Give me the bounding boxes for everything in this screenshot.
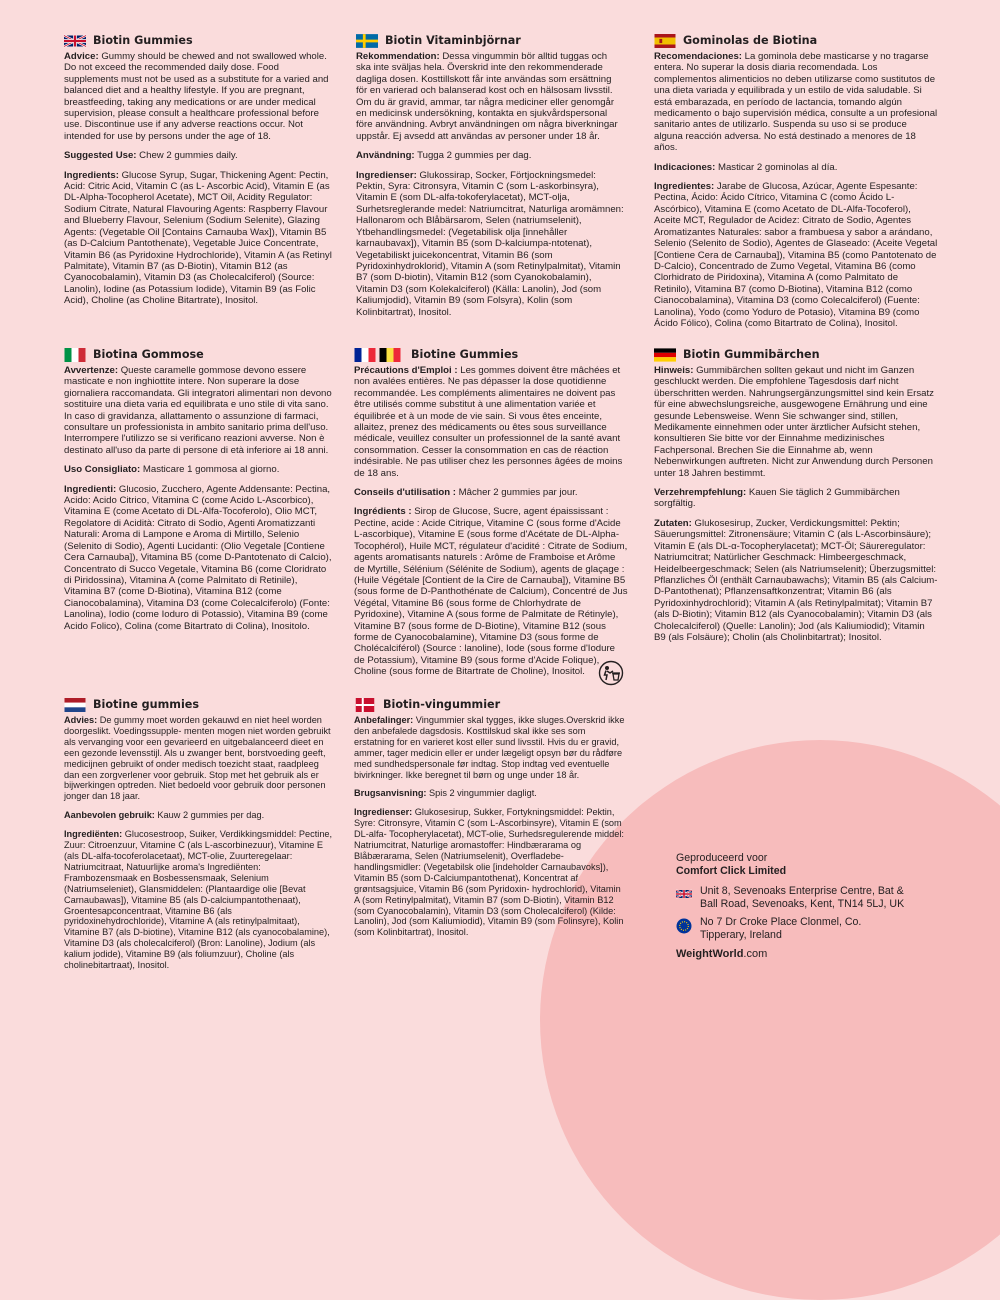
ingredients-text: Glucosio, Zucchero, Agente Addensante: Pectina, Acido: Acido Citrico, Vitamina C (come Acido L-Ascorbico), Vitamina E (come Acetato di DL-Alfa-Tocoferolo), Olio MCT, Regolatore di Acidità: Citrato di Sodio, Agenti Aromatizzanti Naturali: Aroma di Lampone e Aroma di Mirtillo, Selenio (Selenito di Sodio), Agenti Lucidanti: (Olio Vegetale [Contiene Cera Carnauba]), Vitamina B5 (come D-Pantotenato di Calcio), Concentrato di Succo Vegetale, Vitamina B6 (come Cloridrato di Piridossina), Vitamina A (come Palmitato di Retinile), Vitamina B7 (come D-Biotina), Vitamina B12 (come Cianocobalamina), Vitamina D3 (come Colecalciferolo) (Fonte: Lanolina), Iodio (come Ioduro di Potassio), Vitamina B9 (come Acido Folico), Colina (come Bitartrato di Colina), Inositolo.	[64, 483, 332, 632]
advice-label: Précautions d'Emploi :	[354, 365, 458, 376]
usage-label: Aanbevolen gebruik:	[64, 810, 155, 821]
panel-spanish	[654, 33, 938, 337]
advice-label: Rekommendation:	[356, 51, 440, 62]
panel-title: Gominolas de Biotina	[683, 34, 818, 48]
advice-text: La gominola debe masticarse y no tragarse entera. No superar la dosis diaria recomendada. Los complementos alimenticios no deben utilizarse como sustitutos de una dieta variada y equilibrada y un estilo de vida saludable. Si está embarazada, en período de lactancia, tomando algún medicamento o bajo supervisión médica, consulte a un profesional sanitario antes de utilizarlo. Suspenda su uso si se produce alguna reacción adversa. No está destinado a menores de 18 años.	[654, 51, 938, 154]
france-flag-icon	[354, 348, 376, 362]
usage-text: Chew 2 gummies daily.	[136, 150, 238, 162]
ingredients-text: Glukosesirup, Zucker, Verdickungsmittel: Pektin; Säuerungsmittel: Zitronensäure; Vitamin C (als L-Ascorbinsäure); Vitamin E (als DL-α-Tocopherylacetat); MCT-Öl; Säureregulator: Natriumcitrat; Natürlicher Geschmack: Himbeergeschmack, Heidelbeergeschmack; Selen (als Natriumselenit); Überzugsmittel: Pflanzliches Öl (enthält Carnaubawachs); Vitamin B5 (als Calcium-D-Pantothenat); Pflanzensaftkonzentrat; Vitamin B6 (als Pyridoxinhydrochlorid); Vitamin A (als Retinylpalmitat); Vitamin B7 (als D-Biotin); Vitamin B12 (als Cyanocobalamin); Vitamin D3 (als Cholecalciferol) (Quelle: Lanolin); Jod (als Kaliumiodid); Vitamin B9 (als Folsäure); Cholin (als Cholinbitartrat); Inositol.	[654, 517, 938, 643]
ingredients-label: Ingredienti:	[64, 483, 117, 495]
advice-text: Gummy should be chewed and not swallowed whole. Do not exceed the recommended daily dose. Food supplements must not be used as a substitute for a varied and balanced diet and a healthy lifestyle. If you are pregnant, breastfeeding, taking any medications or are under medical supervision, please consult a healthcare professional before use. Discontinue use if any adverse reactions occur. Not intended for use by persons under the age of 18.	[64, 51, 329, 142]
usage-text: Mâcher 2 gummies par jour.	[455, 487, 578, 499]
usage-text: Kauw 2 gummies per dag.	[154, 810, 265, 821]
usage-label: Verzehrempfehlung:	[654, 487, 747, 499]
usage-label: Conseils d'utilisation :	[354, 487, 456, 499]
belgium-flag-icon	[379, 348, 401, 362]
panel-danish	[354, 697, 626, 946]
company-name: Comfort Click Limited	[676, 864, 787, 877]
ingredients-text: Glukossirap, Socker, Förtjockningsmedel: Pektin, Syra: Citronsyra, Vitamin C (som L-askorbinsyra), Vitamin E (som DL-alfa-tokoferylacetat), MCT-olja, Surhetsreglerande medel: Natriumcitrat, Naturliga aromämnen: Hallonarom och Blåbärsarom, Selen (natriumselenit), Ytbehandlingsmedel: (Vegetabilisk olja [innehåller karnaubavax]), Vitamin B5 (som D-kalciumpa-ntotenat), Vegetabiliskt juicekoncentrat, Vitamin B6 (som Pyridoxinhydroklorid), Vitamin A (som Retinylpalmitat), Vitamin B7 (som D-biotin), Vitamin B12 (som Cyanokobalamin), Vitamin D3 (som Kolekalciferol) (Källa: Lanolin), Jod (som Kaliumjodid), Vitamin B9 (som Folsyra), Kolin (som Kolinbitartrat), Inositol.	[356, 169, 624, 318]
advice-text: Gummibärchen sollten gekaut und nicht im Ganzen geschluckt werden. Die empfohlene Tagesdosis darf nicht überschritten werden. Nahrungsergänzungsmittel sind kein Ersatz für eine abwechslungsreiche, ausgewogene Ernährung und eine gesunde Lebensweise. Wenn Sie schwanger sind, stillen, Medikamente einnehmen oder unter ärztlicher Aufsicht stehen, konsultieren Sie bitte vor der Einnahme medizinisches Fachpersonal. Brechen Sie die Einnahme ab, wenn Nebenwirkungen auftreten. Nicht zur Anwendung durch Personen unter 18 Jahren bestimmt.	[654, 365, 934, 479]
website-tld: .com	[743, 947, 768, 960]
ingredients-label: Ingredientes:	[654, 181, 715, 193]
ingredients-text: Jarabe de Glucosa, Azúcar, Agente Espesante: Pectina, Ácido: Ácido Cítrico, Vitamina C (como Ácido L-Ascórbico), Vitamina E (como Acetato de DL-Alfa-Tocoferol), Aceite MCT, Regulador de Acidez: Citrato de Sodio, Agentes Aromatizantes Naturales: sabor a frambuesa y sabor a arándano, Selenio (Selenito de Sodio), Agentes de Glaseado: (Aceite Vegetal [Contiene Cera de Carnauba]), Vitamina B5 (como Pantotenato de D-Calcio), Concentrado de Zumo Vegetal, Vitamina B6 (como Clorhidrato de Piridoxina), Vitamina A (como Palmitato de Retinilo), Vitamina B7 (como D-Biotina), Vitamina B12 (como Cianocobalamina), Vitamina D3 (como Colecalciferol) (Fuente: Lanolina), Yodo (como Yoduro de Potasio), Vitamina B9 (como Ácido Fólico), Colina (como Bitartrato de Colina), Inositol.	[654, 181, 938, 329]
panel-italian	[64, 347, 336, 640]
ingredients-label: Ingrediënten:	[64, 829, 123, 840]
produced-for-label: Geproduceerd voor	[676, 852, 768, 864]
usage-label: Användning:	[356, 150, 415, 162]
advice-text: Vingummier skal tygges, ikke sluges.Overskrid ikke den anbefalede dagsdosis. Kosttilskud skal ikke ses som erstatning for en varieret kost eller sund livsstil. Hvis du er gravid, ammer, tager medicin eller er under lægeligt opsyn bør du rådføre med sundhedspersonale før indtag. Stop indtag ved eventuelle bivirkninger. Ikke beregnet til børn og unge under 18 år.	[354, 715, 625, 780]
ingredients-label: Zutaten:	[654, 517, 692, 529]
website-brand: WeightWorld	[676, 947, 744, 960]
panel-title: Biotin-vingummier	[383, 697, 501, 711]
sweden-flag-icon	[356, 34, 378, 48]
usage-label: Brugsanvisning:	[354, 788, 427, 799]
usage-text: Kauen Sie täglich 2 Gummibärchen sorgfältig.	[654, 487, 900, 510]
panel-dutch	[64, 697, 336, 979]
advice-label: Hinweis:	[654, 365, 694, 376]
panel-english	[64, 33, 334, 315]
advice-label: Advies:	[64, 715, 98, 725]
advice-text: Dessa vingummin bör alltid tuggas och ska inte sväljas hela. Överskrid inte den rekommenderade dagliga dosen. Kosttillskott får inte användas som ersättning för en varierad och balanserad kost och en hälsosam livsstil. Om du är gravid, ammar, tar några mediciner eller genomgår en medicinsk undersökning, kontakta en sjukvårdspersonal före användning. Avbryt användningen om några biverkningar uppstår. Ej avsedd att användas av personer under 18 år.	[356, 51, 618, 142]
panel-title: Biotina Gommose	[93, 348, 204, 362]
usage-label: Indicaciones:	[654, 161, 716, 173]
italy-flag-icon	[64, 348, 86, 362]
usage-text: Tugga 2 gummies per dag.	[414, 150, 532, 162]
ingredients-text: Glukosesirup, Sukker, Fortykningsmiddel: Pektin, Syre: Citronsyre, Vitamin C (som L-Ascorbinsyre), Vitamin E (som DL-alfa- Tocopherylacetat), MCT-olie, Surhedsregulerende middel: Natriumcitrat, Naturlige aromastoffer: Hindbærarama og Blåbærarama, Selen (Natriumselenit), Overfladebe- handlingsmidler: (Vegetabilsk olie [indeholder Carnaubavoks]), Vitamin B5 (som D-Calciumpantothenat), Koncentrat af grøntsagsjuice, Vitamin B6 (som Pyridoxin- hydrochlorid), Vitamin A (som Retinylpalmitat), Vitamin B7 (som D-Biotin), Vitamin B12 (som Cyanocobalamin), Vitamin D3 (som Cholecalciferol) (Kilde: Lanolin), Jod (som Kaliumiodid), Vitamin B9 (som Folinsyre), Kolin (som Kolinbitartrat), Inositol.	[354, 807, 624, 938]
panel-title: Biotin Vitaminbjörnar	[385, 34, 521, 48]
uk-address: Unit 8, Sevenoaks Enterprise Centre, Bat & Ball Road, Sevenoaks, Kent, TN14 5LJ, UK	[700, 885, 905, 910]
eu-address: No 7 Dr Croke Place Clonmel, Co. Tipperary, Ireland	[700, 916, 862, 941]
ingredients-text: Glucose Syrup, Sugar, Thickening Agent: Pectin, Acid: Citric Acid, Vitamin C (as L- Ascorbic Acid), Vitamin E (as DL-Alpha-Tocopherol Acetate), MCT Oil, Acidity Regulator: Sodium Citrate, Natural Flavouring Agents: Raspberry Flavour and Blueberry Flavour, Selenium (Sodium Selenite), Glazing Agents: (Vegetable Oil [Contains Carnauba Wax]), Vitamin B5 (as D-Calcium Pantothenate), Vegetable Juice Concentrate, Vitamin B6 (as Pyridoxine Hydrochloride), Vitamin A (as Retinyl Palmitate), Vitamin B7 (as D-Biotin), Vitamin B12 (as Cyanocobalamin), Vitamin D3 (as Cholecalciferol) (Source: Lanolin), Iodine (as Potassium Iodide), Vitamin B9 (as Folic Acid), Choline (as Choline Bitartrate), Inositol.	[64, 169, 332, 307]
panel-german	[654, 347, 938, 651]
ingredients-label: Ingrédients :	[354, 506, 412, 518]
usage-text: Spis 2 vingummier dagligt.	[426, 788, 537, 799]
ingredients-text: Glucosestroop, Suiker, Verdikkingsmiddel: Pectine, Zuur: Citroenzuur, Vitamine C (als L-ascorbinezuur), Vitamine E (als DL-alfa-tocoferolacetaat), MCT-olie, Zuurteregelaar: Natriumcitraat, Natuurlijke aroma's Ingrediënten: Frambozensmaak en Bosbessensmaak, Selenium (Natriumseleniet), Glansmiddelen: (Plantaardige olie [Bevat Carnaubawas]), Vitamine B5 (als D-calciumpantothenaat), Groentesapconcentraat, Vitamine B6 (als pyridoxinehydrochloride), Vitamine A (als retinylpalmitaat), Vitamine B7 (als D-biotine), Vitamine B12 (als cyanocobalamine), Vitamine D3 (als cholecalciferol) (Bron: Lanoline), Jodium (als kalium jodide), Vitamine B9 (als foliumzuur), Choline (als cholinebitartraat), Inositol.	[64, 829, 333, 971]
spain-flag-icon	[654, 34, 676, 48]
advice-label: Avvertenze:	[64, 365, 119, 376]
uk-flag-icon	[64, 34, 86, 48]
eu-flag-icon	[676, 918, 692, 934]
website[interactable]	[676, 948, 910, 961]
usage-text: Masticare 1 gommosa al giorno.	[140, 464, 280, 476]
uk-flag-icon	[676, 887, 692, 903]
panel-title: Biotin Gummibärchen	[683, 348, 820, 362]
ingredients-label: Ingredienser:	[354, 807, 413, 818]
recycle-icon	[598, 660, 624, 686]
advice-label: Anbefalinger:	[354, 715, 414, 725]
usage-label: Uso Consigliato:	[64, 464, 141, 476]
manufacturer-imprint	[676, 852, 910, 960]
panel-swedish	[356, 33, 624, 326]
panel-title: Biotine gummies	[93, 697, 200, 711]
advice-text: De gummy moet worden gekauwd en niet heel worden doorgeslikt. Voedingssupple- menten mogen niet worden gebruikt als vervanging voor een gevarieerd en uitgebalanceerd dieet en een gezonde levensstijl. Als u zwanger bent, borstvoeding geeft, medicijnen gebruikt of onder medisch toezicht staat, raadpleeg dan een zorgverlener voor gebruik. Stop met het gebruik als er bijwerkingen optreden. Niet bedoeld voor gebruik door personen jonger dan 18 jaar.	[64, 715, 331, 802]
advice-text: Queste caramelle gommose devono essere masticate e non inghiottite intere. Non superare la dose giornaliera raccomandata. Gli integratori alimentari non devono sostituire una dieta varia ed equilibrata e uno stile di vita sano. In caso di gravidanza, allattamento o assunzione di farmaci, consultare un professionista in ambito sanitario prima dell'uso. Interrompere l'utilizzo se si verificano reazioni avverse. Non è destinato all'uso da parte di persone di età inferiore ai 18 anni.	[64, 365, 332, 456]
netherlands-flag-icon	[64, 698, 86, 712]
advice-label: Advice:	[64, 51, 99, 62]
ingredients-text: Sirop de Glucose, Sucre, agent épaississant : Pectine, acide : Acide Citrique, Vitamine C (sous forme d'Acide L-ascorbique), Vitamine E (sous forme d'Acétate de DL-Alpha-Tocophérol), Huile MCT, régulateur d'acidité : Citrate de Sodium, agents aromatisants naturels : Arôme de Framboise et Arôme de Myrtille, Sélénium (Sélénite de Sodium), agents de glaçage : (Huile Végétale [Contient de la Cire de Carnauba]), Vitamine B5 (sous forme de D-Panthothénate de Calcium), Concentré de Jus Végétal, Vitamine B6 (sous forme de Chlorhydrate de Pyridoxine), Vitamine A (sous forme de Palmitate de Rétinyle), Vitamine B7 (sous forme de D-Biotine), Vitamine B12 (sous forme de Cyanocobalamine), Vitamine D3 (sous forme de Cholécalciférol) (Source : lanoline), Iode (sous forme d'Iodure de Potassium), Vitamine B9 (sous forme d'Acide Folique), Choline (sous forme de Bitartrate de Choline), Inositol.	[354, 506, 628, 678]
ingredients-label: Ingredienser:	[356, 169, 417, 181]
advice-label: Recomendaciones:	[654, 51, 742, 62]
panel-title: Biotin Gummies	[93, 34, 193, 48]
germany-flag-icon	[654, 348, 676, 362]
usage-text: Masticar 2 gominolas al día.	[715, 161, 838, 173]
panel-title: Biotine Gummies	[411, 348, 519, 362]
ingredients-label: Ingredients:	[64, 169, 119, 181]
denmark-flag-icon	[354, 698, 376, 712]
advice-text: Les gommes doivent être mâchées et non avalées entières. Ne pas dépasser la dose quotidienne recommandée. Les compléments alimentaires ne doivent pas être utilisés comme substitut à une alimentation variée et équilibrée et à un mode de vie sain. Si vous êtes enceinte, allaitez, prenez des médicaments ou êtes sous surveillance médicale, veuillez consulter un professionnel de la santé avant consommation. Cesser la consommation en cas de réaction indésirable. Ne pas utiliser chez les personnes âgées de moins de 18 ans.	[354, 365, 623, 479]
panel-french	[354, 347, 628, 686]
usage-label: Suggested Use:	[64, 150, 137, 162]
